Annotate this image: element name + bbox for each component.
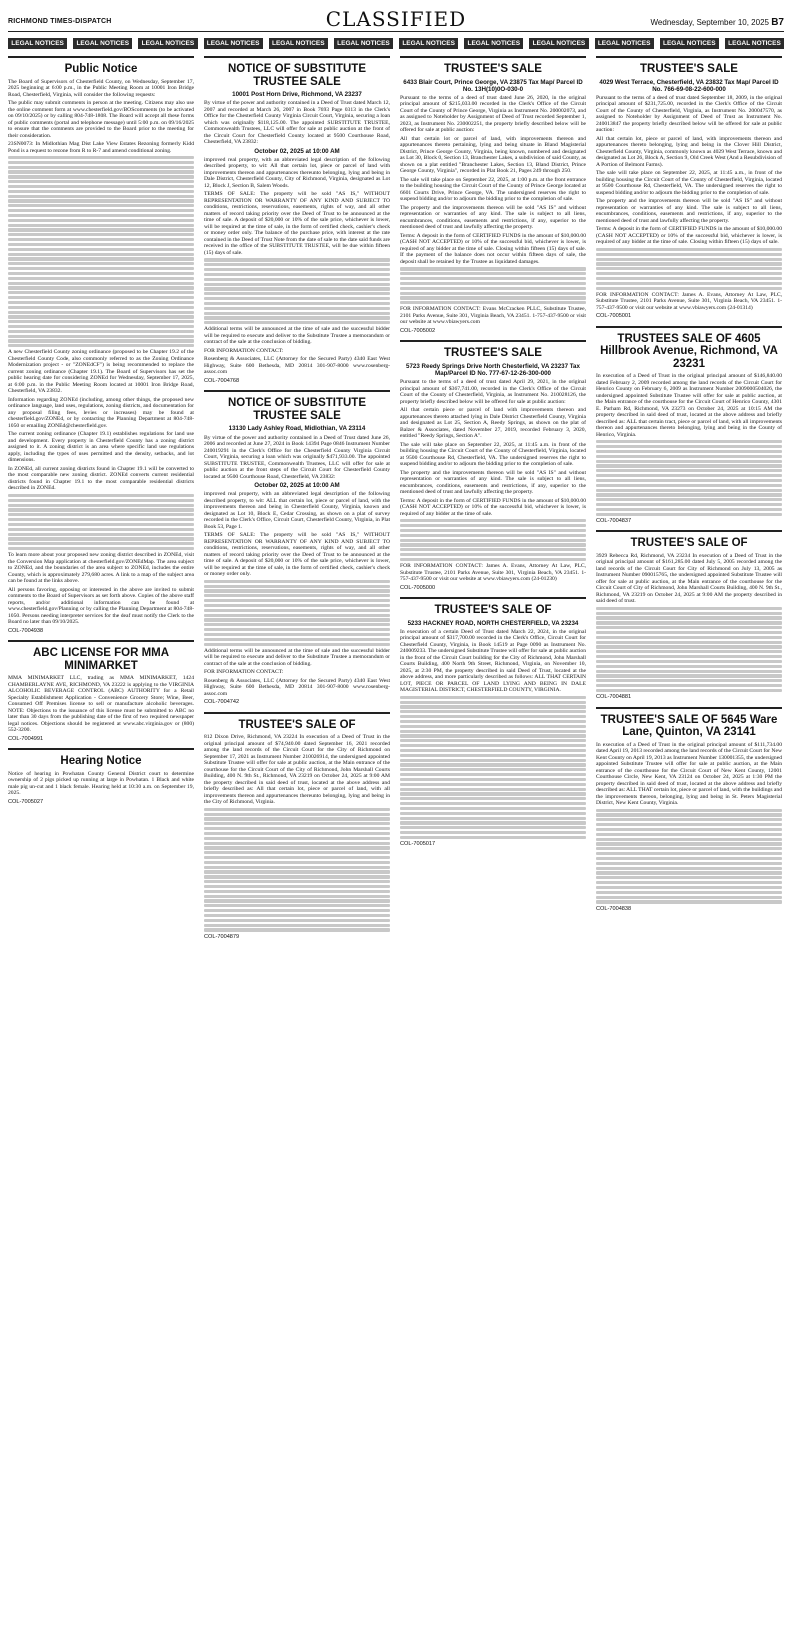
notice-paragraph: The sale will take place on September 22, 2025, at 11:45 a.m., in front of the building housing the Circuit Court of the County of Chesterfield, Virginia, located at 9500 Courthouse Rd, Chesterfield, VA. The undersigned reserves the right to suspend bidding and/or to adjourn the bidding prior to the completion of sale.: [596, 170, 782, 196]
notice-paragraph: TERMS OF SALE: The property will be sold "AS IS," WITHOUT REPRESENTATION OR WARRANTY OF ANY KIND AND SUBJECT TO conditions, restrictions, reservations, easements, rights of way, and all other matters of record taking priority over the Deed of Trust to be announced at the time of sale. A deposit of $20,000 or 10% of the sale price, whichever is lower, will be required at the time of sale, in the form of certified check, cashier's check or money order only.: [204, 532, 390, 578]
notice-title: TRUSTEE'S SALE: [640, 63, 738, 75]
column-3: [400, 56, 586, 1630]
notice-paragraph: 3929 Rebecca Rd, Richmond, VA 23234 In execution of a Deed of Trust in the original principal amount of $161,285.00 dated July 5, 2005 recorded among the land records of the Circuit Court for City of Richmond on July 13, 2005 as Instrument Number 090015765, the undersigned appointed Substitute Trustee will offer for sale at public auction, at the Main entrance of the courthouse for the Circuit Court of City of Richmond, John Marshall Courts Building, 400 N. 9th St., Richmond, VA 23219 on October 24, 2025 at 9:00 AM the property described in said deed of trust.: [596, 552, 782, 605]
notice-title: TRUSTEE'S SALE OF: [630, 537, 748, 550]
notice-paragraph: In execution of a Deed of Trust in the original principal amount of $111,734.00 dated April 19, 2013 recorded among the land records of the Circuit Court for New Kent County on April 19, 2013 as Instrument Number 130001355, the undersigned appointed Substitute Trustee will offer for sale at public auction, at the Main entrance of the courthouse for the Circuit Court of New Kent County, 12001 Courthouse Circle, New Kent, VA 23124 on October 24, 2025 at 1:30 PM the property described in said deed of trust, located at the above address and briefly described as: ALL THAT certain lot, piece or parcel of land, with the buildings and the improvements thereon, belonging, lying and being in St. Peters Magisterial District, New Kent County, Virginia.: [596, 741, 782, 807]
notice-paragraph: Information regarding ZONEd (including, among other things, the proposed new ordinance language, land uses, regulations, zoning districts, and documentation for any proposal filing fees, levies or increases) may be found at chesterfield.gov/ZONEd, or by contacting the Planning Department at 804-748-1050 or emailing ZONEd@chesterfield.gov.: [8, 396, 194, 429]
notice-paragraph: The property and the improvements thereon will be sold "AS IS" and without representation or warranties of any kind. The sale is subject to all liens, encumbrances, conditions, easements and restrictions, if any, superior to the mentioned deed of trust and lawfully affecting the property.: [400, 469, 586, 496]
notice-title: TRUSTEE'S SALE: [444, 63, 542, 75]
notice-columns: [8, 56, 784, 1630]
notice-paragraph: In execution of a certain Deed of Trust dated March 22, 2024, in the original principal amount of $317,700.00 recorded in the Clerk's Office, Circuit Court for Chesterfield County, Virginia, in Book 14519 at Page 0090 as Instrument No. 240009233. The undersigned Substitute Trustee will offer for sale at public auction in the front of the Circuit Court building for the City of Richmond, John Marshall Courts Building, 400 North 9th Street, Richmond, Virginia, on November 10, 2025, at 2:30 PM, the property described in said Deed of Trust, located at the above address, and more particularly described as follows: ALL THAT CERTAIN LOT, PIECE OR PARCEL OF LAND LYING AND BEING IN DALE MAGISTERIAL DISTRICT, CHESTERFIELD COUNTY, VIRGINIA.: [400, 628, 586, 694]
paper-name: RICHMOND TIMES-DISPATCH: [8, 18, 112, 25]
masthead: [8, 8, 784, 32]
legal-notices-tab: LEGAL NOTICES: [595, 38, 654, 49]
notice-paragraph: Additional terms will be announced at the time of sale and the successful bidder will be required to execute and deliver to the Substitute Trustee a memorandum or contract of the sale at the conclusion of bidding.: [204, 326, 390, 346]
text-lines: [400, 696, 586, 839]
trustee-sale-reedy-springs: [400, 340, 586, 591]
text-lines: [596, 809, 782, 904]
sale-date: October 02, 2025 at 10:00 AM: [254, 482, 340, 490]
notice-paragraph: Terms: A deposit in the form of CERTIFIED FUNDS in the amount of $10,000.00 (CASH NOT ACCEPTED) or 10% of the successful bid, whichever is lower, is required of any bidder at the time of sale. Closing within fifteen (15) days of sale.: [596, 226, 782, 246]
property-address: 5233 HACKNEY ROAD, NORTH CHESTERFIELD, VA 23234: [407, 619, 579, 627]
notice-ref: COL-7004881: [596, 694, 632, 701]
trustee-sale-dixon: [204, 712, 390, 940]
notice-paragraph: Pursuant to the terms of a deed of trust dated April 29, 2021, in the original principal amount of $367,741.00, recorded in the Clerk's Office of the Circuit Court of the County of Chesterfield, Virginia, as Instrument No. 210028126, the property briefly described below will be offered for sale at public auction:: [400, 379, 586, 405]
text-lines: [596, 248, 782, 290]
section-title: CLASSIFIED: [325, 7, 467, 31]
notice-paragraph: All that certain lot, piece or parcel of land, with improvements thereon and appurtenances thereto belonging, lying and being in the Clover Hill District, Chesterfield County, Virginia, commonly known as 4029 West Terrace, known and designated as Lot 26, Block A, Section 9, Old Creek West (And a Resubdivision of A Portion of Belmont Farms).: [596, 135, 782, 168]
legal-notices-tab: LEGAL NOTICES: [529, 38, 588, 49]
text-lines: [204, 580, 390, 646]
text-lines: [596, 607, 782, 692]
public-notice: [8, 56, 194, 634]
text-lines: [596, 440, 782, 516]
notice-paragraph: TERMS OF SALE: The property will be sold "AS IS," WITHOUT REPRESENTATION OR WARRANTY OF ANY KIND AND SUBJECT TO conditions, restrictions, reservations, easements, rights of way, and all other matters of record taking priority over the Deed of Trust to be announced at the time of sale. A deposit of $20,000 or 10% of the sale price, whichever is lower, will be required at the time of sale, in the form of certified check, cashier's check or money order only. The balance of the purchase price, with interest at the rate contained in the Deed of Trust Note from the date of sale to the date said funds are received in the office of the SUBSTITUTE TRUSTEE, will be due within fifteen (15) days of sale.: [204, 191, 390, 256]
sale-date: October 02, 2025 at 10:00 AM: [254, 147, 340, 155]
notice-ref: COL-7005002: [400, 327, 436, 334]
trustee-sale-west-terrace: [596, 56, 782, 320]
abc-license-notice: [8, 640, 194, 742]
text-lines: [204, 808, 390, 932]
notice-paragraph: improved real property, with an abbreviated legal description of the following described property, to wit: ALL that certain lot, piece or parcel of land, with the improvements thereon and being in Chesterfield County, Virginia, known and designated as Lot 10, Block E, Cedar Crossing, as shown on a plat of survey recorded in the Clerk's Office, Circuit Court, Chesterfield County, Virginia, in Plat Book 53, Page 1.: [204, 491, 390, 530]
column-1: [8, 56, 194, 1630]
notice-title: TRUSTEE'S SALE OF: [434, 604, 552, 617]
legal-notices-tab: LEGAL NOTICES: [399, 38, 458, 49]
text-lines: [8, 156, 194, 347]
notice-title: TRUSTEE'S SALE: [444, 347, 542, 360]
text-lines: [8, 494, 194, 550]
notice-paragraph: To learn more about your proposed new zoning district described in ZONEd, visit the Conversion Map application at chesterfield.gov/ZONEdMap. The area subject to ZONEd, and the boundaries of the area subject to ZONEd, includes the entire County, which is approximately 279,680 acres. A link to a map of the subject area can be found at the links above.: [8, 552, 194, 585]
notice-paragraph: Terms: A deposit in the form of CERTIFIED FUNDS in the amount of $10,000.00 (CASH NOT ACCEPTED) or 10% of the successful bid, whichever is lower, is required of any bidder at the time of sale.: [400, 497, 586, 517]
notice-paragraph: Additional terms will be announced at the time of sale and the successful bidder will be required to execute and deliver to the Substitute Trustee a memorandum or contract of the sale at the conclusion of bidding.: [204, 647, 390, 667]
notice-ref: COL-7004991: [8, 735, 44, 742]
trustee-sale-hillbrook: [596, 326, 782, 525]
notice-ref: COL-7004879: [204, 933, 240, 940]
legal-notices-tab: LEGAL NOTICES: [464, 38, 523, 49]
property-address: 13130 Lady Ashley Road, Midlothian, VA 23114: [228, 425, 366, 433]
contact-info: FOR INFORMATION CONTACT: James A. Evans, Attorney At Law, PLC, Substitute Trustee, 2101 Parks Avenue, Suite 301, Virginia Beach, VA 23451. 1-757-437-9500 or visit our website at www.vbiawyers.com (24-01230): [400, 563, 586, 583]
notice-title: TRUSTEES SALE OF 4605 Hillbrook Avenue, Richmond, VA 23231: [600, 332, 778, 370]
notice-title: Public Notice: [64, 63, 138, 75]
notice-paragraph: All persons favoring, opposing or interested in the above are invited to submit comments to the Board of Supervisors as set forth above. Copies of the above staff reports, and/or additional information can be found at www.chesterfield.gov/Planning or by calling the Planning Department at 804-748-1050. Persons needing interpreter services for the deaf must notify the Clerk to the Board no later than 09/10/2025.: [8, 586, 194, 626]
notice-paragraph: Terms: A deposit in the form of CERTIFIED FUNDS in the amount of $10,000.00 (CASH NOT ACCEPTED) or 10% of the successful bid, whichever is lower, is required of any bidder at the time of sale. Closing within fifteen (15) days of sale. If the payment of the balance does not occur within fifteen days of sale, the deposit shall be retained by the Trustee as liquidated damages.: [400, 232, 586, 265]
legal-notices-bar: [8, 38, 784, 49]
legal-notices-tab: LEGAL NOTICES: [725, 38, 784, 49]
notice-paragraph: The public may submit comments in person at the meeting. Citizens may also use the online comment form at www.chesterfield.gov/BOScomments (to be activated on 09/10/2025) or by calling 804-748-1808. The Board will accept all these forms of public comments (portal and telephone message) until 5:00 p.m. on 09/16/2025 to ensure that the comments are provided to the Board prior to the meeting for their consideration.: [8, 100, 194, 139]
column-2: [204, 56, 390, 1630]
substitute-trustee-sale-2: [204, 390, 390, 705]
info-heading: FOR INFORMATION CONTACT:: [204, 347, 284, 354]
notice-paragraph: The sale will take place on September 22, 2025, at 11:45 a.m. in front of the building housing the Circuit Court of the County of Chesterfield, Virginia, located at 9500 Courthouse Rd, Chesterfield, VA. The undersigned reserves the right to suspend bidding and/or to adjourn the bidding prior to the completion of sale.: [400, 441, 586, 468]
legal-notices-tab: LEGAL NOTICES: [269, 38, 328, 49]
notice-ref: COL-7005000: [400, 584, 436, 591]
notice-paragraph: By virtue of the power and authority contained in a Deed of Trust dated March 12, 2007 and recorded at March 26, 2007 in Book 7693 Page 0313 in the Clerk's Office for the Chesterfield County Virginia Circuit Court, Virginia, securing a loan which was originally $118,125.00. The appointed SUBSTITUTE TRUSTEE, Commonwealth Trustees, LLC will offer for sale at public auction at the front of the Circuit Court for Chesterfield County located at 9500 Courthouse Road, Chesterfield, VA 23832:: [204, 100, 390, 146]
notice-paragraph: Pursuant to the terms of a deed of trust dated September 18, 2009, in the original principal amount of $231,725.00, recorded in the Clerk's Office of the Circuit Court of the County of Chesterfield, Virginia, as Instrument No. 200047570, as assigned to Noteholder by Assignment of Deed of Trust as Instrument No. 240013847 the property briefly described below will be offered for sale at public auction:: [596, 94, 782, 134]
notice-paragraph: The Board of Supervisors of Chesterfield County, on Wednesday, September 17, 2025 beginning at 6:00 p.m., in the Public Meeting Room at 10001 Iron Bridge Road, Chesterfield, Virginia, will consider the following requests:: [8, 78, 194, 98]
notice-title: TRUSTEE'S SALE OF 5645 Ware Lane, Quinton, VA 23141: [600, 713, 778, 739]
page-number: B7: [771, 17, 784, 28]
legal-notices-tab: LEGAL NOTICES: [138, 38, 197, 49]
notice-ref: COL-7004837: [596, 517, 632, 524]
notice-title: ABC LICENSE FOR MMA MINIMARKET: [32, 647, 170, 672]
notice-paragraph: The property and the improvements thereon will be sold "AS IS" and without representation or warranties of any kind. The sale is subject to all liens, encumbrances, conditions, easements and restrictions, if any, superior to the mentioned deed of trust and lawfully affecting the property.: [400, 204, 586, 231]
property-address: 6433 Blair Court, Prince George, VA 23875 Tax Map/ Parcel ID No. 13H(10)0O-030-0: [403, 78, 583, 93]
contact-info: Rosenberg & Associates, LLC (Attorney for the Secured Party) 4340 East West Highway, Suite 600 Bethesda, MD 20814 301-907-8000 www.rosenberg-assoc.com: [204, 677, 390, 697]
notice-paragraph: MMA MINIMARKET LLC, trading as MMA MINIMARKET, 1424 CHAMBERLAYNE AVE, RICHMOND, VA 23222 is applying to the VIRGINIA ALCOHOLIC BEVERAGE CONTROL (ABC) AUTHORITY for a Retail Specialty Establishment Application - Convenience Grocery Store; Wine, Beer, Consumed Off Premises license to sell or manufacture alcoholic beverages. NOTE: Objections to the issuance of this license must be submitted to ABC no later than 30 days from the publishing date of the first of two required newspaper legal notices. Objections should be registered at www.abc.virginia.gov or (800) 552-3200.: [8, 675, 194, 734]
notice-ref: COL-7004938: [8, 627, 44, 634]
trustee-sale-ware-lane: [596, 707, 782, 912]
notice-paragraph: The sale will take place on September 22, 2025, at 1:00 p.m. at the front entrance to the building housing the Circuit Court of the County of Prince George located at 6601 Courts Drive, Prince George, VA. The undersigned reserves the right to suspend bidding and/or to adjourn the bidding prior to the completion of sale.: [400, 176, 586, 203]
notice-paragraph: All that certain piece or parcel of land with improvements thereon and appurtenances thereto attached lying in Dale District Chesterfield County, Virginia and designated as Lot 25, Section A, Reedy Springs, as shown on the plat of Balzer & Associates, dated November 27, 2019, recorded February 3, 2020, entitled "Reedy Springs, Section A".: [400, 407, 586, 440]
legal-notices-tab: LEGAL NOTICES: [73, 38, 132, 49]
property-address: 10001 Post Horn Drive, Richmond, VA 23237: [232, 91, 362, 98]
notice-ref: COL-7004768: [204, 377, 240, 384]
legal-notices-tab: LEGAL NOTICES: [660, 38, 719, 49]
substitute-trustee-sale-1: [204, 56, 390, 384]
column-4: [596, 56, 782, 1630]
notice-paragraph: In ZONEd, all current zoning districts found in Chapter 19.1 will be converted to the most comparable new zoning district. ZONEd converts current residential districts found in Chapter 19.1 to the most comparable residential districts described in ZONEd.: [8, 465, 194, 492]
notice-ref: COL-7004838: [596, 905, 632, 912]
notice-paragraph: 23SN0073: In Midlothian Mag Dist Lake View Estates Rezoning formerly Kidd Pond is a request to rezone from R to R-7 and amend conditional zoning.: [8, 141, 194, 154]
notice-paragraph: By virtue of the power and authority contained in a Deed of Trust dated June 26, 2006 and recorded at June 27, 2024 in Book 14394 Page 0846 Instrument Number 240019291 in the Clerk's Office for the Chesterfield County Virginia Circuit Court, Virginia, securing a loan which was originally $471,933.00. The appointed SUBSTITUTE TRUSTEE, Commonwealth Trustees, LLC will offer for sale at public auction at the front steps of the Circuit Court for Chesterfield County located at 9500 Courthouse Road, Chesterfield, VA 23832:: [204, 434, 390, 480]
text-lines: [400, 519, 586, 561]
notice-paragraph: Notice of hearing in Powhatan County General District court to determine ownership of 2 pigs picked up running at large in Powhatan. 1 Black and white male pig un-cut and 1 black female. Hearing held at 10:30 a.m. on September 19, 2025.: [8, 770, 194, 797]
notice-title: TRUSTEE'S SALE OF: [238, 718, 356, 731]
contact-info: FOR INFORMATION CONTACT: James A. Evans, Attorney At Law, PLC, Substitute Trustee, 2101 Parks Avenue, Suite 301, Virginia Beach, VA 23451. 1-757-437-9500 or visit our website at www.vbiawyers.com (24-01314): [596, 291, 782, 311]
notice-ref: COL-7005001: [596, 313, 632, 320]
info-heading: FOR INFORMATION CONTACT:: [204, 669, 284, 676]
notice-paragraph: All that certain lot or parcel of land, with improvements thereon and appurtenances thereto pertaining, lying and being situate in Bland Magisterial District, Prince George County, Virginia, being known, numbered and designated as Lot 30, Block 0, Section 13, Branchester Lakes, a subdivision of said County, as shown on a plat entitled "Branchester Lakes, Section 13, Bland District, Prince George County, Virginia", recorded in Plat Book 21, Pages 249 through 250.: [400, 135, 586, 175]
notice-title: NOTICE OF SUBSTITUTE TRUSTEE SALE: [228, 397, 366, 422]
notice-paragraph: improved real property, with an abbreviated legal description of the following described property, to wit: All that certain lot, piece or parcel of land with improvements thereon and appurtenances thereunto belonging, lying and being in Dale District, Chesterfield County, City of Richmond, Virginia, designated as Lot 12, Block J, Section B, Salem Woods.: [204, 156, 390, 189]
property-address: 5723 Reedy Springs Drive North Chesterfield, VA 23237 Tax Map/Parcel ID No. 777-67-12-26-300-000: [406, 362, 580, 378]
notice-paragraph: The property and the improvements thereon will be sold "AS IS" and without representation or warranties of any kind. The sale is subject to all liens, encumbrances, conditions, easements and restrictions, if any, superior to the mentioned deed of trust and lawfully affecting the property.: [596, 198, 782, 224]
trustee-sale-hackney: [400, 597, 586, 847]
notice-ref: COL-7004742: [204, 699, 240, 706]
legal-notices-tab: LEGAL NOTICES: [8, 38, 67, 49]
notice-title: NOTICE OF SUBSTITUTE TRUSTEE SALE: [228, 63, 366, 88]
notice-paragraph: 812 Dixon Drive, Richmond, VA 23224 In execution of a Deed of Trust in the original principal amount of $74,940.00 dated September 16, 2021 recorded among the land records of the Circuit Court for the City of Richmond on September 17, 2021 as Instrument Number 210026914, the undersigned appointed Substitute Trustee will offer for sale at public auction, at the Main entrance of the courthouse for the Circuit Court of the City of Richmond, John Marshall Courts Building, 400 N. 9th St., Richmond, VA 23219 on October 24, 2025 at 9:00 AM the property described in said deed of trust, located at the above address and briefly described as: All that certain lot, piece or parcel of land, with all improvements thereon and appurtenances thereunto belonging, lying and being in the City of Richmond, Virginia.: [204, 734, 390, 806]
text-lines: [204, 258, 390, 324]
hearing-notice: [8, 748, 194, 805]
date-page: [651, 17, 784, 28]
notice-paragraph: The current zoning ordinance (Chapter 19.1) establishes regulations for land use and development. Every property in Chesterfield County has a zoning district assigned to it. A zoning district is an area where specific land use regulations apply, including the types of uses permitted and the density, setbacks, and lot dimensions.: [8, 431, 194, 464]
trustee-sale-blair: [400, 56, 586, 334]
notice-ref: COL-7005027: [8, 798, 44, 805]
legal-notices-tab: LEGAL NOTICES: [334, 38, 393, 49]
contact-info: Rosenberg & Associates, LLC (Attorney for the Secured Party) 4340 East West Highway, Suite 600 Bethesda, MD 20814 301-907-8000 www.rosenberg-assoc.com: [204, 356, 390, 376]
issue-date: Wednesday, September 10, 2025: [650, 18, 769, 27]
contact-info: FOR INFORMATION CONTACT: Evans McCracken PLLC, Substitute Trustee, 2101 Parks Avenue, Suite 301, Virginia Beach, VA 23451. 1-757-437-9500 or visit our website at www.vbiawyers.com: [400, 306, 586, 326]
notice-paragraph: Pursuant to the terms of a deed of trust dated June 26, 2020, in the original principal amount of $215,033.00 recorded in the Clerk's Office of the Circuit Court of the County of Prince George, Virginia as Instrument No. 200002073, and as assigned to Noteholder by Assignment of Deed of Trust recorded September 1, 2023, as Instrument No. 230002251, the property briefly described below will be offered for sale at public auction:: [400, 94, 586, 134]
notice-paragraph: In execution of a Deed of Trust in the original principal amount of $146,840.00 dated February 2, 2009 recorded among the land records of the Circuit Court for Henrico County on February 6, 2009 as Instrument Number 2009000504026, the undersigned appointed Substitute Trustee will offer for sale at public auction, at the Main entrance of the courthouse for the Circuit Court of Henrico County, 4301 E. Parham Rd, Richmond, VA 23273 on October 24, 2025 at 10:15 AM the property described in said deed of trust, located at the above address and briefly described as: ALL that certain tract, piece or parcel of land, with all improvements thereon and appurtenances thereto belonging, lying and being in the County of Henrico, Virginia.: [596, 373, 782, 438]
property-address: 4029 West Terrace, Chesterfield, VA 23832 Tax Map/ Parcel ID No. 766-69-08-22-600-000: [599, 78, 779, 93]
trustee-sale-rebecca: [596, 530, 782, 700]
notice-paragraph: A new Chesterfield County zoning ordinance (proposed to be Chapter 19.2 of the Chesterfield County Code, also commonly referred to as the Zoning Ordinance Modernization project - or "ZONEdCF") is being recommended to replace the current zoning ordinance (Chapter 19.1). The Board of Supervisors has set the public hearing date for considering ZONEd for Wednesday, September 17, 2025, at 6:00 p.m. in the Public Meeting Room located at 10001 Iron Bridge Road, Chesterfield, VA 23832.: [8, 349, 194, 395]
notice-ref: COL-7005017: [400, 841, 436, 848]
notice-title: Hearing Notice: [60, 755, 142, 768]
legal-notices-tab: LEGAL NOTICES: [204, 38, 263, 49]
text-lines: [400, 267, 586, 304]
